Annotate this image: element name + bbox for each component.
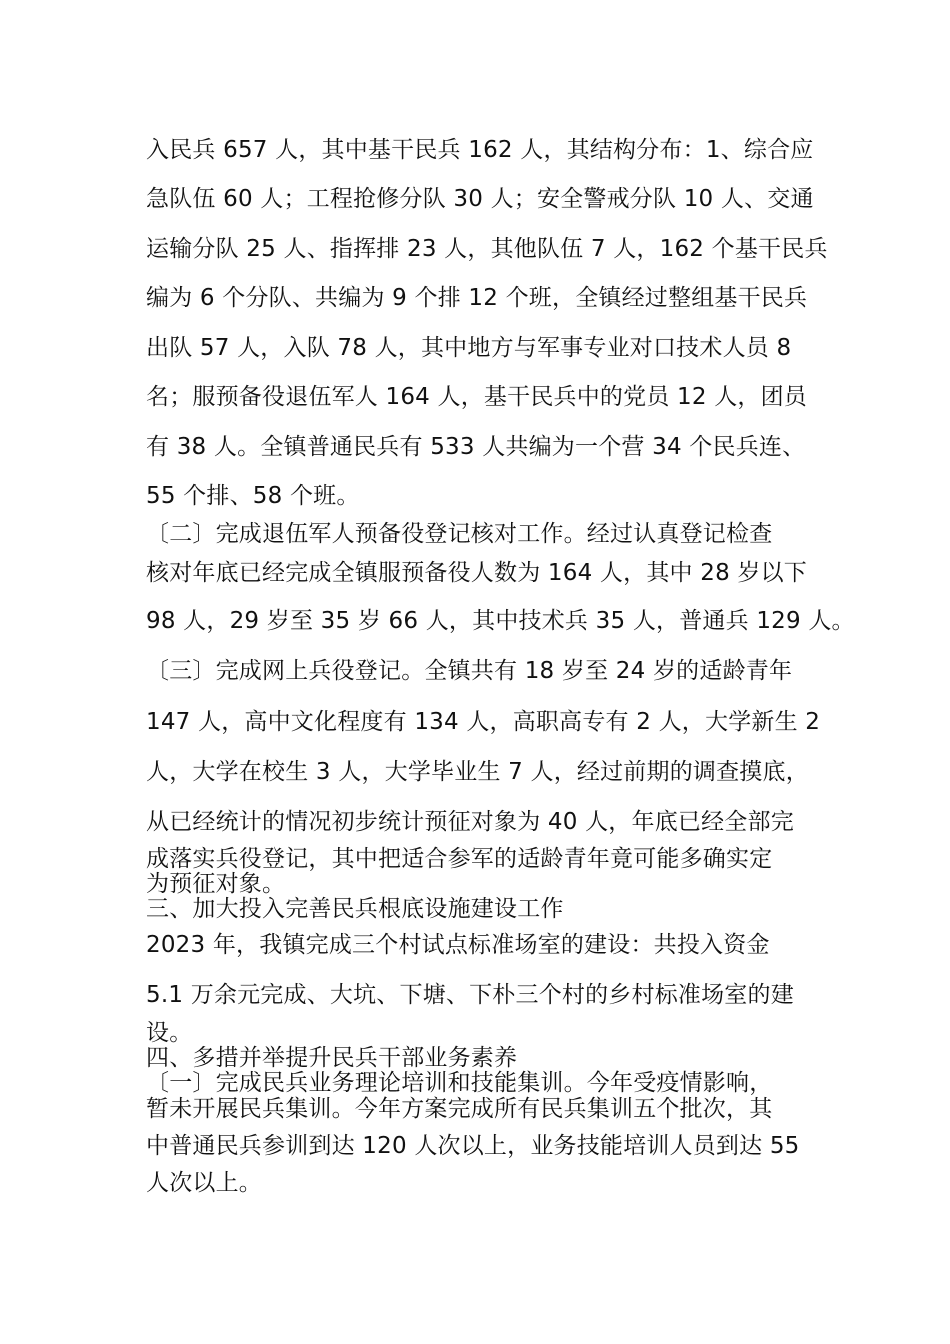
- text-line: 入民兵 657 人，其中基干民兵 162 人，其结构分布：1、综合应: [146, 137, 814, 163]
- text-line: 中普通民兵参训到达 120 人次以上，业务技能培训人员到达 55: [146, 1133, 800, 1159]
- text-line: 成落实兵役登记，其中把适合参军的适龄青年竟可能多确实定: [146, 846, 773, 872]
- text-line: 从已经统计的情况初步统计预征对象为 40 人，年底已经全部完: [146, 809, 794, 835]
- text-line: 暂未开展民兵集训。今年方案完成所有民兵集训五个批次，其: [146, 1096, 773, 1122]
- text-line: 55 个排、58 个班。: [146, 483, 360, 509]
- text-line: 〔二〕完成退伍军人预备役登记核对工作。经过认真登记检查: [146, 521, 773, 547]
- text-line: 〔一〕完成民兵业务理论培训和技能集训。今年受疫情影响，: [146, 1070, 773, 1096]
- text-line: 98 人，29 岁至 35 岁 66 人，其中技术兵 35 人，普通兵 129 人。: [146, 608, 855, 634]
- text-line: 有 38 人。全镇普通民兵有 533 人共编为一个营 34 个民兵连、: [146, 434, 806, 460]
- text-line: 2023 年，我镇完成三个村试点标准场室的建设：共投入资金: [146, 932, 770, 958]
- text-line: 人次以上。: [146, 1170, 262, 1196]
- text-line: 急队伍 60 人；工程抢修分队 30 人；安全警戒分队 10 人、交通: [146, 186, 814, 212]
- text-line: 人，大学在校生 3 人，大学毕业生 7 人，经过前期的调查摸底，: [146, 759, 809, 785]
- text-line: 运输分队 25 人、指挥排 23 人，其他队伍 7 人，162 个基干民兵: [146, 236, 828, 262]
- text-line: 为预征对象。: [146, 871, 286, 897]
- section-heading: 三、加大投入完善民兵根底设施建设工作: [146, 896, 564, 922]
- text-line: 编为 6 个分队、共编为 9 个排 12 个班，全镇经过整组基干民兵: [146, 285, 808, 311]
- text-line: 〔三〕完成网上兵役登记。全镇共有 18 岁至 24 岁的适龄青年: [146, 658, 793, 684]
- text-line: 设。: [146, 1020, 193, 1046]
- text-line: 出队 57 人，入队 78 人，其中地方与军事专业对口技术人员 8: [146, 335, 792, 361]
- text-line: 名；服预备役退伍军人 164 人，基干民兵中的党员 12 人，团员: [146, 384, 808, 410]
- section-heading: 四、多措并举提升民兵干部业务素养: [146, 1045, 518, 1071]
- text-line: 核对年底已经完成全镇服预备役人数为 164 人，其中 28 岁以下: [146, 560, 808, 586]
- text-line: 5.1 万余元完成、大坑、下塘、下朴三个村的乡村标准场室的建: [146, 982, 794, 1008]
- text-line: 147 人，高中文化程度有 134 人，高职高专有 2 人，大学新生 2: [146, 709, 821, 735]
